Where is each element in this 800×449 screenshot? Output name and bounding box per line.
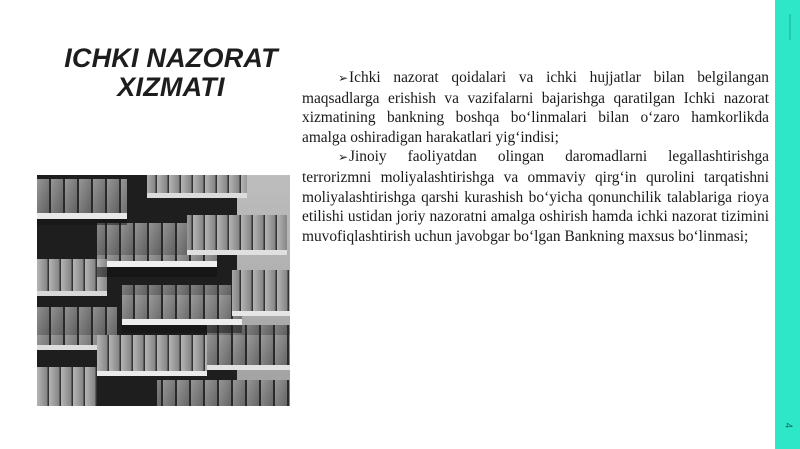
paragraph-text: Jinoiy faoliyatdan olingan daromadlarni legallashtirishga terrorizmni moliyalashtirishga va ommaviy qirg‘in qurolini tarqatishni moliyalashtirishga qarshi kurashish bo‘yicha qonunchilik talablariga rioya etilishi ustidan joriy nazoratni amalga oshirish hamda ichki nazorat tizimini muvofiqlashtirish uchun javobgar bo‘lgan Bankning maxsus bo‘linmasi; [302, 148, 769, 245]
arrow-bullet-icon: ➢ [338, 150, 349, 165]
accent-bar [775, 0, 800, 449]
arrow-bullet-icon: ➢ [338, 71, 349, 85]
title-line-1: ICHKI NAZORAT [64, 43, 278, 73]
body-text [302, 68, 769, 246]
bullet-paragraph-2 [302, 147, 769, 246]
building-facade-photo [37, 175, 290, 406]
title-line-2: XIZMATI [117, 72, 225, 102]
slide-title [40, 44, 302, 102]
page-number: 4 [782, 422, 794, 429]
accent-mark [789, 14, 791, 40]
bullet-paragraph-1 [302, 68, 769, 147]
paragraph-text: Ichki nazorat qoidalari va ichki hujjatlar bilan belgilangan maqsadlarga erishish va vazifalarni bajarishga qaratilgan Ichki nazorat xizmatining bankning boshqa bo‘linmalari bilan o‘zaro hamkorlikda amalga oshiradigan harakatlari yig‘indisi; [302, 69, 769, 146]
